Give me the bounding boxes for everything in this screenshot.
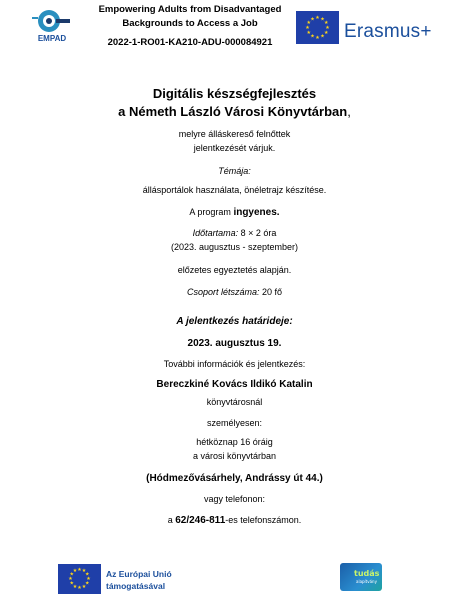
- topic-label: Témája:: [218, 166, 251, 176]
- svg-text:★: ★: [81, 568, 87, 575]
- contact-role: könyvtárosnál: [206, 397, 263, 407]
- project-title: [80, 3, 300, 31]
- eu-footer-flag-icon: [58, 564, 101, 594]
- svg-text:★: ★: [305, 25, 310, 31]
- svg-text:★: ★: [310, 16, 315, 23]
- empad-logo-text: EMPAD: [37, 34, 67, 43]
- svg-text:★: ★: [86, 576, 91, 582]
- svg-text:★: ★: [81, 583, 87, 590]
- erasmus-logo-text: Erasmus+: [344, 21, 432, 42]
- or-phone: vagy telefonon:: [203, 494, 266, 504]
- eu-funding-text: Az Európai Unió támogatásával: [106, 569, 172, 591]
- svg-text:★: ★: [323, 20, 329, 26]
- duration: Időtartama: 8 × 2 óra: [192, 228, 277, 238]
- title-line1: Digitális készségfejlesztés: [152, 86, 317, 101]
- address: (Hódmezővásárhely, Andrássy út 44.): [146, 473, 323, 484]
- svg-text:★: ★: [323, 30, 329, 36]
- more-info: További információk és jelentkezés:: [163, 359, 306, 369]
- svg-text:★: ★: [69, 580, 74, 587]
- phone-number: 62/246-811: [175, 515, 226, 526]
- svg-text:★: ★: [77, 567, 82, 573]
- location: a városi könyvtárban: [192, 451, 277, 461]
- svg-text:★: ★: [306, 30, 312, 36]
- opening-hours: hétköznap 16 óráig: [196, 437, 273, 447]
- svg-text:★: ★: [72, 568, 78, 575]
- intro-line2: jelentkezését várjuk.: [193, 143, 276, 153]
- svg-text:★: ★: [85, 571, 90, 578]
- deadline-date: 2023. augusztus 19.: [187, 338, 282, 349]
- tudas-foundation-logo: tudás alapítvány: [340, 563, 382, 591]
- svg-text:★: ★: [72, 583, 78, 590]
- title-line2: a Németh László Városi Könyvtárban,: [118, 104, 351, 119]
- duration-note: előzetes egyeztetés alapján.: [177, 265, 292, 275]
- svg-text:★: ★: [68, 576, 73, 582]
- duration-period: (2023. augusztus - szeptember): [170, 242, 299, 252]
- contact-name: Bereczkiné Kovács Ildikó Katalin: [156, 379, 313, 390]
- svg-text:★: ★: [310, 33, 315, 40]
- svg-text:★: ★: [325, 25, 330, 31]
- svg-text:★: ★: [320, 33, 325, 40]
- project-code: 2022-1-RO01-KA210-ADU-000084921: [107, 37, 273, 48]
- topic-value: állásportálok használata, önéletrajz készítése.: [142, 185, 327, 195]
- program-free: A program ingyenes.: [189, 207, 280, 218]
- empad-logo: [30, 5, 74, 47]
- svg-text:★: ★: [85, 580, 90, 587]
- project-title-line1: Empowering Adults from Disadvantaged: [98, 4, 282, 15]
- svg-text:★: ★: [77, 585, 82, 591]
- svg-text:★: ★: [306, 20, 312, 26]
- intro-line1: melyre álláskereső felnőttek: [178, 129, 291, 139]
- group-size: Csoport létszáma: 20 fő: [186, 287, 283, 297]
- in-person: személyesen:: [206, 418, 263, 428]
- svg-text:★: ★: [315, 35, 320, 41]
- page-title: [0, 85, 469, 121]
- svg-text:★: ★: [320, 16, 325, 23]
- svg-text:★: ★: [315, 15, 320, 21]
- project-title-line2: Backgrounds to Access a Job: [122, 18, 258, 29]
- eu-flag-icon: [296, 11, 339, 44]
- phone-line: a 62/246-811-es telefonszámon.: [167, 515, 302, 526]
- svg-text:★: ★: [69, 571, 74, 578]
- deadline-label: A jelentkezés határideje:: [176, 316, 293, 327]
